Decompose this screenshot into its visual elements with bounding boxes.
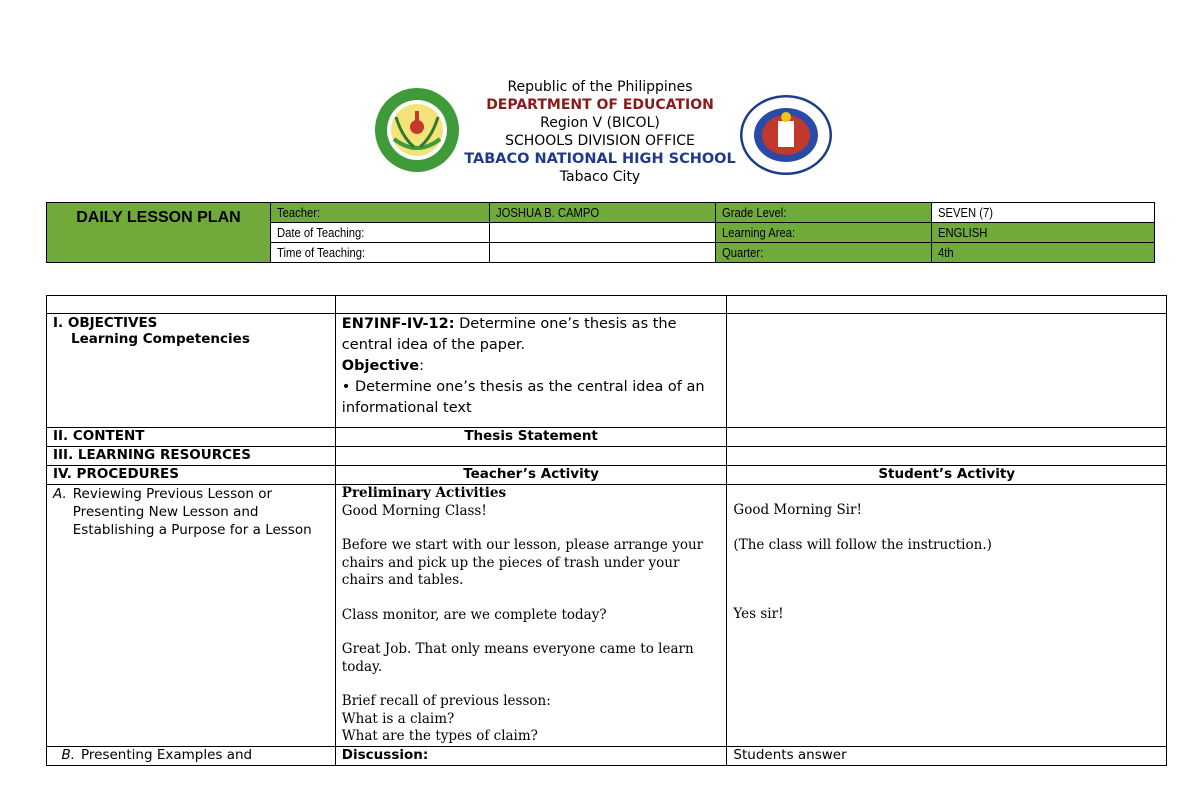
competency-code: EN7INF-IV-12: [341,316,455,332]
competencies-label: Learning Competencies [71,331,250,347]
teacher-line-types: What are the types of claim? [341,728,538,744]
student-line-greeting: Good Morning Sir! [733,502,862,518]
header-division: SCHOOLS DIVISION OFFICE [505,133,695,149]
students-answer: Students answer [727,746,1167,765]
preliminary-heading: Preliminary Activities [341,485,507,501]
objective-colon: : [419,358,424,374]
procedure-b-text: Presenting Examples and [81,746,253,763]
procedure-a-letter: A. [53,486,67,502]
student-activity-header: Student’s Activity [727,466,1167,485]
lesson-info-table [46,202,1155,263]
header-city: Tabaco City [559,169,641,185]
lesson-plan-table [46,295,1167,766]
teacher-line-arrange: Before we start with our lesson, please arrange your chairs and pick up the pieces of trash under your chairs and tables. [341,537,704,588]
objective-bullet: • Determine one’s thesis as the central idea of an informational text [341,379,705,416]
resources-label: III. LEARNING RESOURCES [47,447,336,466]
procedure-a-text: Reviewing Previous Lesson or Presenting New Lesson and Establishing a Purpose for a Lesson [72,486,312,538]
student-line-yes: Yes sir! [733,606,784,622]
teacher-line-great-job: Great Job. That only means everyone came to learn today. [341,641,694,675]
objectives-label: I. OBJECTIVES [53,315,158,331]
quarter-value: 4th [938,245,954,260]
teacher-label: Teacher: [276,205,321,220]
content-label: II. CONTENT [47,428,336,447]
objective-label: Objective [341,358,420,374]
header-republic: Republic of the Philippines [507,79,693,95]
quarter-label: Quarter: [722,245,764,260]
teacher-line-recall: Brief recall of previous lesson: [341,693,551,709]
grade-label: Grade Level: [722,205,787,220]
procedures-label: IV. PROCEDURES [47,466,336,485]
grade-value: SEVEN (7) [938,205,994,220]
student-line-follow: (The class will follow the instruction.) [733,536,992,553]
area-label: Learning Area: [722,225,796,240]
discussion-label: Discussion: [335,746,727,765]
date-label: Date of Teaching: [276,225,365,240]
teacher-activity-header: Teacher’s Activity [335,466,727,485]
procedure-b-letter: B. [61,746,75,763]
teacher-line-claim: What is a claim? [341,710,455,727]
header-department: DEPARTMENT OF EDUCATION [486,97,714,113]
competency-text: Determine one’s thesis as the central idea of the paper. [341,316,677,353]
teacher-line-greeting: Good Morning Class! [341,502,487,519]
header-school: TABACO NATIONAL HIGH SCHOOL [464,151,736,167]
area-value: ENGLISH [938,225,988,240]
time-label: Time of Teaching: [276,245,366,260]
teacher-line-monitor: Class monitor, are we complete today? [341,606,607,623]
header-region: Region V (BICOL) [540,115,660,131]
content-value: Thesis Statement [335,428,727,447]
document-header [0,78,1200,186]
teacher-value: JOSHUA B. CAMPO [495,205,599,220]
dlp-title: DAILY LESSON PLAN [47,203,271,263]
